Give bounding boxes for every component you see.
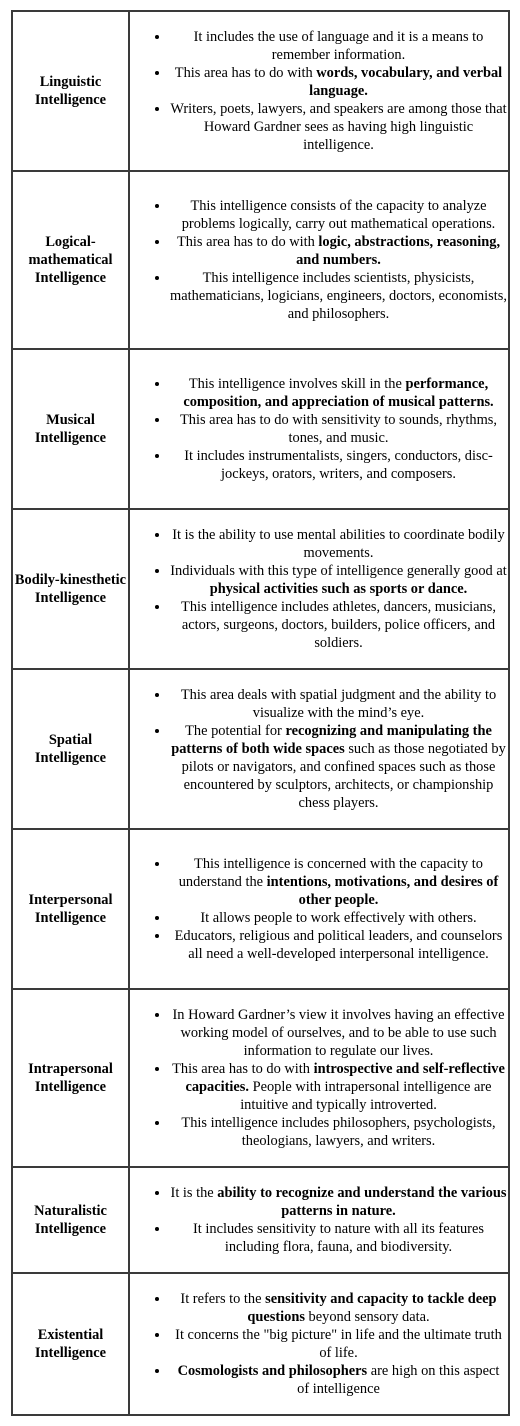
bullet-point bbox=[170, 722, 507, 812]
text-segment: This area has to do with bbox=[176, 234, 319, 250]
text-segment: It concerns the "big picture" in life and the ultimate truth of life. bbox=[175, 1327, 502, 1361]
bullet-point bbox=[170, 375, 507, 411]
intelligence-description bbox=[129, 1167, 509, 1273]
intelligence-description bbox=[129, 669, 509, 829]
intelligence-name: Spatial Intelligence bbox=[12, 669, 129, 829]
table-row bbox=[12, 669, 509, 829]
bold-text: sensitivity and capacity to tackle deep questions bbox=[247, 1291, 497, 1325]
intelligence-name: Linguistic Intelligence bbox=[12, 11, 129, 171]
bullet-point bbox=[170, 1220, 507, 1256]
bullet-point bbox=[170, 927, 507, 963]
text-segment: It allows people to work effectively with others. bbox=[200, 910, 477, 926]
intelligence-description bbox=[129, 1273, 509, 1415]
bold-text: introspective and self-reflective capacities. bbox=[185, 1061, 505, 1095]
table-row bbox=[12, 509, 509, 669]
text-segment: It includes instrumentalists, singers, conductors, disc-jockeys, orators, writers, and composers. bbox=[184, 448, 493, 482]
bold-text: ability to recognize and understand the various patterns in nature. bbox=[217, 1185, 507, 1219]
text-segment: This intelligence is concerned with the capacity to understand the bbox=[178, 856, 483, 890]
bullet-point bbox=[170, 1060, 507, 1114]
text-segment: Individuals with this type of intelligence generally good at bbox=[170, 563, 507, 579]
intelligences-table bbox=[11, 10, 510, 1416]
text-segment: This area deals with spatial judgment and the ability to visualize with the mind’s eye. bbox=[180, 687, 497, 721]
bullet-point bbox=[170, 686, 507, 722]
bold-text: Cosmologists and philosophers bbox=[177, 1363, 368, 1379]
intelligence-name: Musical Intelligence bbox=[12, 349, 129, 509]
bullet-list bbox=[130, 1184, 508, 1256]
bold-text: physical activities such as sports or dance. bbox=[209, 581, 468, 597]
text-segment: It includes the use of language and it is a means to remember information. bbox=[193, 29, 484, 63]
intelligence-name: Intrapersonal Intelligence bbox=[12, 989, 129, 1167]
table-row bbox=[12, 1167, 509, 1273]
text-segment: It includes sensitivity to nature with all its features including flora, fauna, and biodiversity. bbox=[193, 1221, 484, 1255]
bullet-point bbox=[170, 855, 507, 909]
bullet-point bbox=[170, 28, 507, 64]
bullet-point bbox=[170, 526, 507, 562]
text-segment: This intelligence includes athletes, dancers, musicians, actors, surgeons, doctors, builders, police officers, and soldiers. bbox=[181, 599, 496, 651]
bullet-point bbox=[170, 64, 507, 100]
bullet-point bbox=[170, 1114, 507, 1150]
table-row bbox=[12, 829, 509, 989]
bold-text: performance, composition, and appreciation of musical patterns. bbox=[183, 376, 494, 410]
table-row bbox=[12, 349, 509, 509]
bullet-point bbox=[170, 1362, 507, 1398]
table-row bbox=[12, 989, 509, 1167]
intelligence-description bbox=[129, 171, 509, 349]
text-segment: This area has to do with sensitivity to sounds, rhythms, tones, and music. bbox=[180, 412, 497, 446]
bullet-point bbox=[170, 411, 507, 447]
intelligence-description bbox=[129, 11, 509, 171]
bullet-point bbox=[170, 562, 507, 598]
text-segment: The potential for bbox=[185, 723, 286, 739]
text-segment: It is the bbox=[170, 1185, 218, 1201]
text-segment: are high on this aspect of intelligence bbox=[297, 1363, 500, 1397]
bullet-point bbox=[170, 909, 507, 927]
table-body bbox=[12, 11, 509, 1415]
text-segment: This area has to do with bbox=[174, 65, 317, 81]
bullet-point bbox=[170, 100, 507, 154]
bullet-point bbox=[170, 447, 507, 483]
bullet-point bbox=[170, 1006, 507, 1060]
text-segment: This intelligence includes scientists, physicists, mathematicians, logicians, engineers, doctors, economists, and philosophers. bbox=[170, 270, 507, 322]
bullet-list bbox=[130, 197, 508, 323]
intelligence-name: Existential Intelligence bbox=[12, 1273, 129, 1415]
bullet-point bbox=[170, 1326, 507, 1362]
table-row bbox=[12, 1273, 509, 1415]
text-segment: This intelligence involves skill in the bbox=[188, 376, 406, 392]
text-segment: This intelligence consists of the capacity to analyze problems logically, carry out mathematical operations. bbox=[181, 198, 496, 232]
bold-text: intentions, motivations, and desires of other people. bbox=[266, 874, 499, 908]
bullet-list bbox=[130, 686, 508, 812]
bullet-point bbox=[170, 1184, 507, 1220]
intelligence-name: Bodily-kinesthetic Intelligence bbox=[12, 509, 129, 669]
bullet-list bbox=[130, 1006, 508, 1150]
bullet-list bbox=[130, 855, 508, 963]
intelligence-description bbox=[129, 989, 509, 1167]
bullet-point bbox=[170, 197, 507, 233]
intelligence-name: Logical-mathematical Intelligence bbox=[12, 171, 129, 349]
bullet-list bbox=[130, 28, 508, 154]
bullet-point bbox=[170, 269, 507, 323]
intelligence-description bbox=[129, 349, 509, 509]
text-segment: beyond sensory data. bbox=[304, 1309, 430, 1325]
table-row bbox=[12, 11, 509, 171]
text-segment: In Howard Gardner’s view it involves having an effective working model of ourselves, and to be able to use such information to regulate our lives. bbox=[172, 1007, 505, 1059]
text-segment: This area has to do with bbox=[172, 1061, 314, 1077]
text-segment: such as those negotiated by pilots or navigators, and confined spaces such as those encountered by sculptors, architects, or championship chess players. bbox=[181, 741, 506, 811]
text-segment: It refers to the bbox=[180, 1291, 266, 1307]
bold-text: words, vocabulary, and verbal language. bbox=[309, 65, 503, 99]
intelligence-name: Interpersonal Intelligence bbox=[12, 829, 129, 989]
bullet-list bbox=[130, 375, 508, 483]
text-segment: Educators, religious and political leaders, and counselors all need a well-developed interpersonal intelligence. bbox=[174, 928, 503, 962]
text-segment: Writers, poets, lawyers, and speakers are among those that Howard Gardner sees as having high linguistic intelligence. bbox=[170, 101, 507, 153]
text-segment: It is the ability to use mental abilities to coordinate bodily movements. bbox=[172, 527, 505, 561]
text-segment: People with intrapersonal intelligence are intuitive and typically introverted. bbox=[240, 1079, 492, 1113]
text-segment: This intelligence includes philosophers, psychologists, theologians, lawyers, and writers. bbox=[181, 1115, 496, 1149]
intelligence-description bbox=[129, 509, 509, 669]
table-row bbox=[12, 171, 509, 349]
bullet-list bbox=[130, 526, 508, 652]
bullet-point bbox=[170, 598, 507, 652]
bold-text: recognizing and manipulating the patterns of both wide spaces bbox=[171, 723, 492, 757]
bullet-point bbox=[170, 1290, 507, 1326]
bold-text: logic, abstractions, reasoning, and numbers. bbox=[296, 234, 501, 268]
bullet-list bbox=[130, 1290, 508, 1398]
bullet-point bbox=[170, 233, 507, 269]
intelligence-description bbox=[129, 829, 509, 989]
intelligence-name: Naturalistic Intelligence bbox=[12, 1167, 129, 1273]
